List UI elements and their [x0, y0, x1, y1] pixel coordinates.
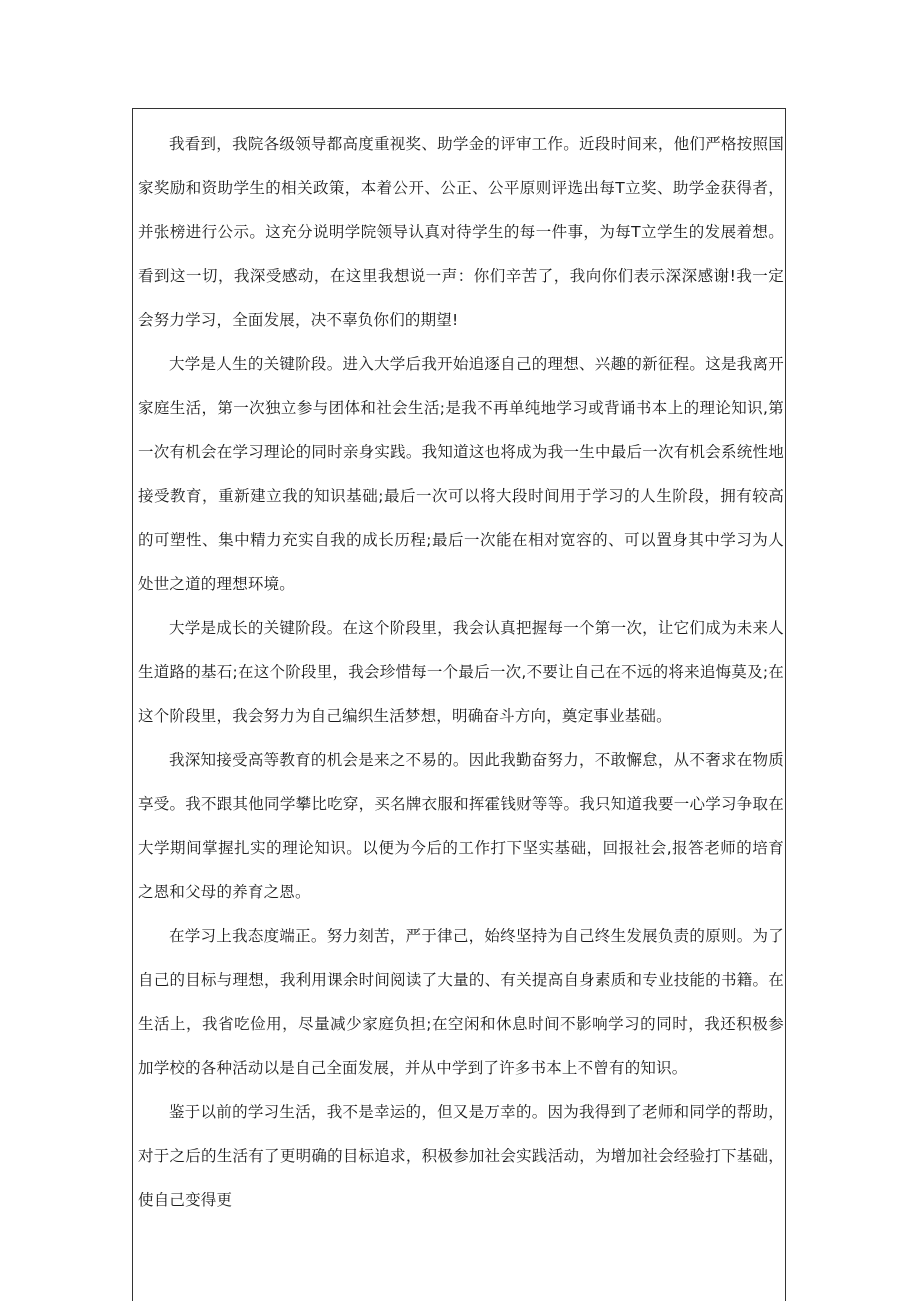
paragraph-6: 鉴于以前的学习生活，我不是幸运的，但又是万幸的。因为我得到了老师和同学的帮助，对于之后的生活有了更明确的目标追求，积极参加社会实践活动，为增加社会经验打下基础，使自己变得更 — [138, 1103, 784, 1209]
document-body — [138, 122, 784, 1222]
paragraph-3: 大学是成长的关键阶段。在这个阶段里，我会认真把握每一个第一次，让它们成为未来人生道路的基石;在这个阶段里，我会珍惜每一个最后一次,不要让自己在不远的将来追悔莫及;在这个阶段里，我会努力为自己编织生活梦想，明确奋斗方向，奠定事业基础。 — [138, 619, 784, 725]
paragraph-2: 大学是人生的关键阶段。进入大学后我开始追逐自己的理想、兴趣的新征程。这是我离开家庭生活，第一次独立参与团体和社会生活;是我不再单纯地学习或背诵书本上的理论知识,第一次有机会在学习理论的同时亲身实践。我知道这也将成为我一生中最后一次有机会系统性地接受教育，重新建立我的知识基础;最后一次可以将大段时间用于学习的人生阶段，拥有较高的可塑性、集中精力充实自我的成长历程;最后一次能在相对宽容的、可以置身其中学习为人处世之道的理想环境。 — [138, 355, 784, 593]
paragraph-1: 我看到，我院各级领导都高度重视奖、助学金的评审工作。近段时间来，他们严格按照国家奖励和资助学生的相关政策，本着公开、公正、公平原则评选出每T立奖、助学金获得者，并张榜进行公示。这充分说明学院领导认真对待学生的每一件事，为每T立学生的发展着想。看到这一切，我深受感动，在这里我想说一声：你们辛苦了，我向你们表示深深感谢!我一定会努力学习，全面发展，决不辜负你们的期望! — [138, 135, 784, 329]
paragraph-4: 我深知接受高等教育的机会是来之不易的。因此我勤奋努力，不敢懈怠，从不奢求在物质享受。我不跟其他同学攀比吃穿，买名牌衣服和挥霍钱财等等。我只知道我要一心学习争取在大学期间掌握扎实的理论知识。以便为今后的工作打下坚实基础，回报社会,报答老师的培育之恩和父母的养育之恩。 — [138, 751, 784, 901]
paragraph-5: 在学习上我态度端正。努力刻苦，严于律己，始终坚持为自己终生发展负责的原则。为了自己的目标与理想，我利用课余时间阅读了大量的、有关提高自身素质和专业技能的书籍。在生活上，我省吃俭用，尽量减少家庭负担;在空闲和休息时间不影响学习的同时，我还积极参加学校的各种活动以是自己全面发展，并从中学到了许多书本上不曾有的知识。 — [138, 927, 784, 1077]
